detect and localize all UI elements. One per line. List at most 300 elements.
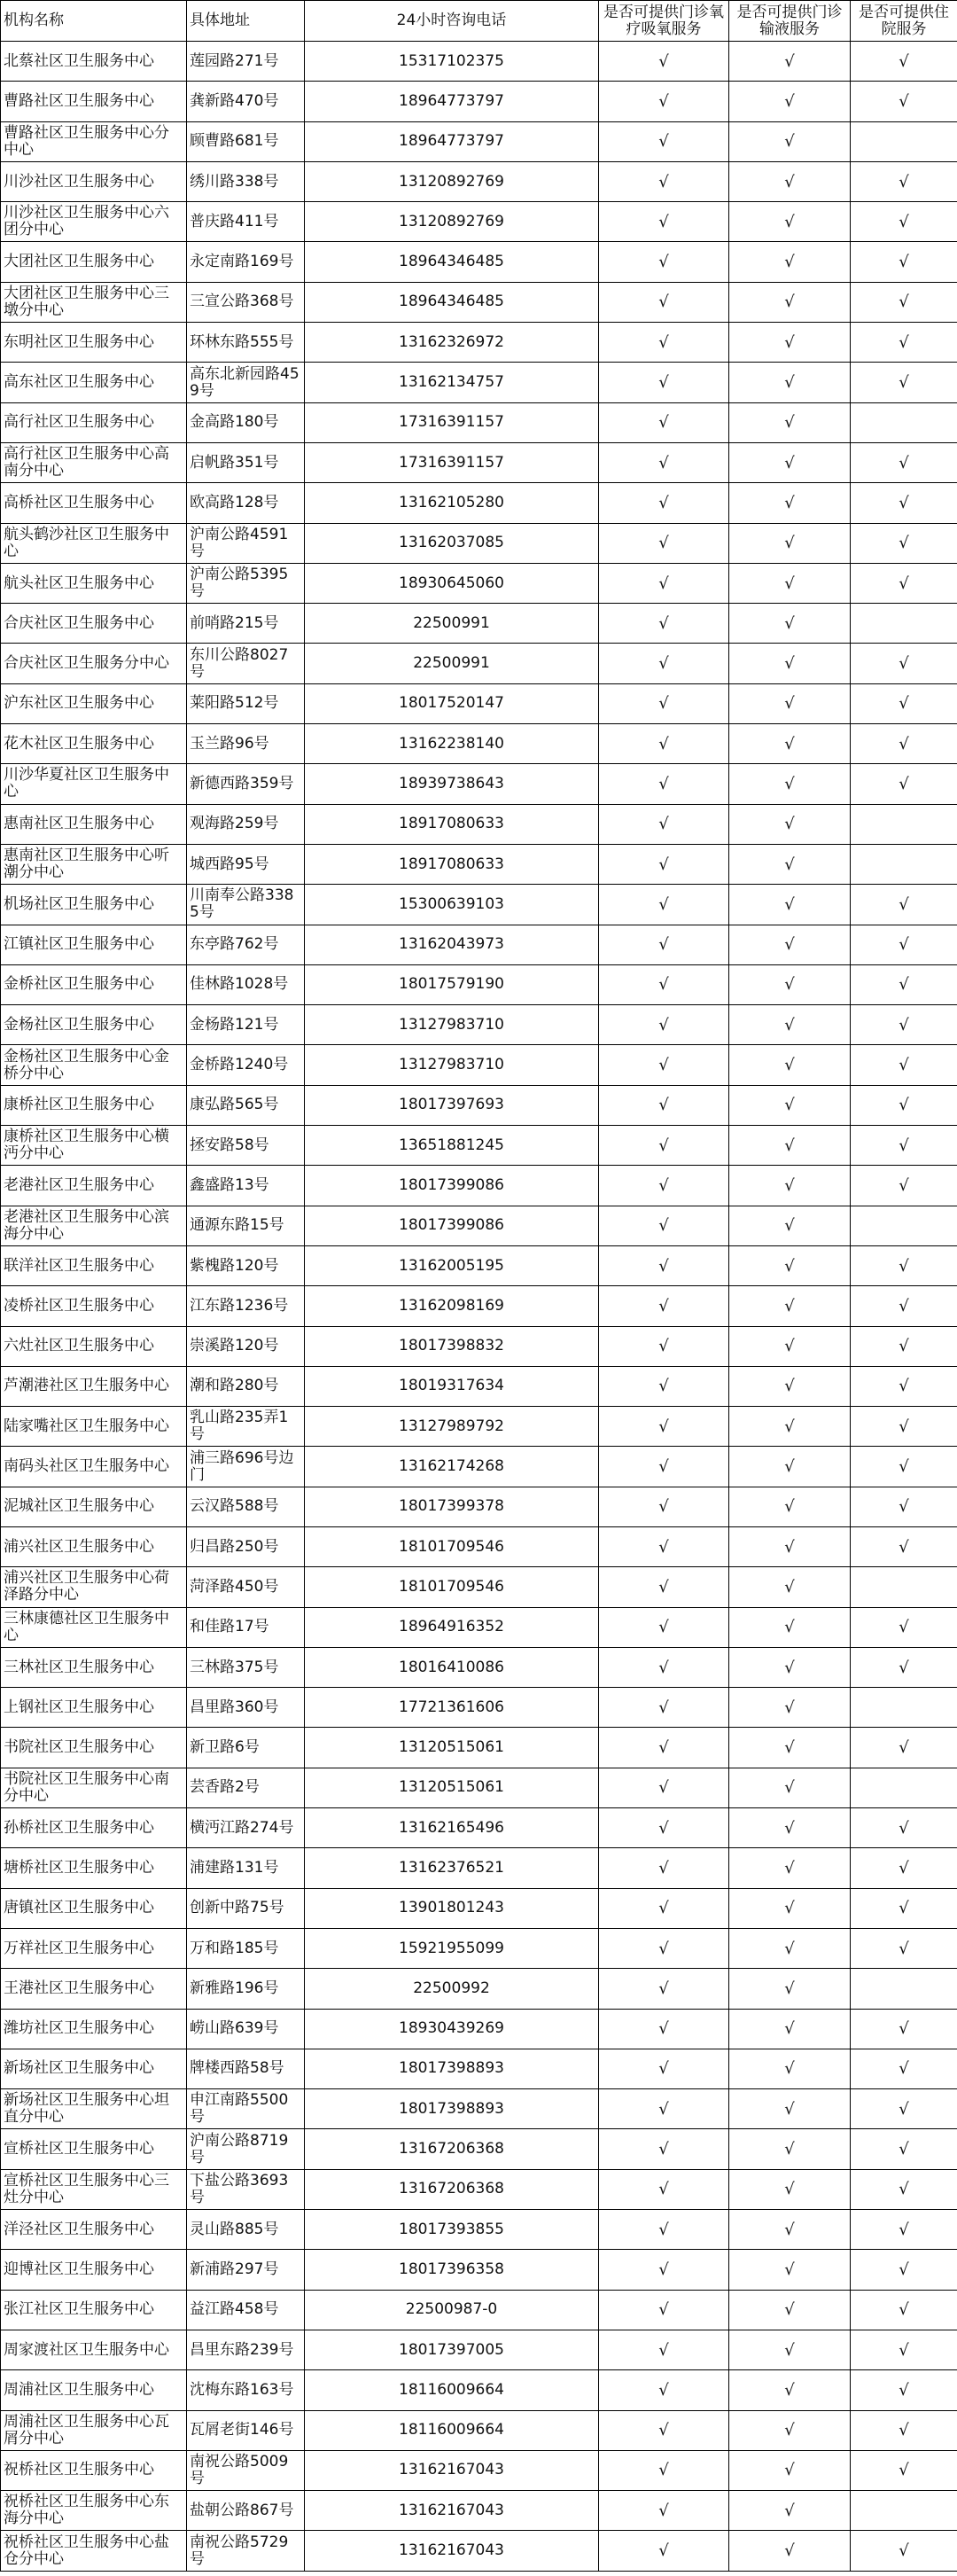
cell-infusion: √	[729, 2370, 851, 2410]
cell-phone: 18017399086	[305, 1206, 599, 1245]
cell-oxygen: √	[599, 363, 729, 402]
cell-phone: 18917080633	[305, 804, 599, 844]
table-row	[1, 1126, 957, 1166]
cell-infusion: √	[729, 925, 851, 964]
cell-phone: 18101709546	[305, 1567, 599, 1607]
table-row	[1, 202, 957, 242]
table-row	[1, 1768, 957, 1807]
cell-address: 新卫路6号	[187, 1728, 305, 1768]
cell-phone: 18017398893	[305, 2089, 599, 2129]
cell-infusion: √	[729, 242, 851, 282]
cell-inpatient	[851, 2491, 957, 2531]
cell-name: 航头社区卫生服务中心	[1, 563, 187, 603]
cell-name: 惠南社区卫生服务中心听潮分中心	[1, 844, 187, 884]
cell-infusion: √	[729, 885, 851, 925]
table-row	[1, 683, 957, 723]
cell-phone: 13162005195	[305, 1245, 599, 1285]
cell-phone: 13120892769	[305, 202, 599, 242]
cell-inpatient: √	[851, 1045, 957, 1085]
table-row	[1, 42, 957, 82]
cell-phone: 13901801243	[305, 1888, 599, 1928]
cell-name: 迎博社区卫生服务中心	[1, 2250, 187, 2290]
cell-oxygen: √	[599, 644, 729, 683]
cell-name: 大团社区卫生服务中心三墩分中心	[1, 282, 187, 322]
cell-infusion: √	[729, 442, 851, 482]
cell-oxygen: √	[599, 2009, 729, 2049]
cell-infusion: √	[729, 2169, 851, 2209]
table-row	[1, 1688, 957, 1728]
cell-phone: 22500991	[305, 604, 599, 644]
cell-oxygen: √	[599, 1206, 729, 1245]
cell-infusion: √	[729, 563, 851, 603]
cell-infusion: √	[729, 1487, 851, 1526]
table-row	[1, 323, 957, 363]
cell-name: 老港社区卫生服务中心滨海分中心	[1, 1206, 187, 1245]
cell-oxygen: √	[599, 402, 729, 442]
cell-inpatient: √	[851, 1928, 957, 1968]
cell-inpatient: √	[851, 1808, 957, 1848]
cell-address: 东川公路8027号	[187, 644, 305, 683]
cell-address: 昌里东路239号	[187, 2330, 305, 2369]
cell-address: 永定南路169号	[187, 242, 305, 282]
cell-name: 高桥社区卫生服务中心	[1, 483, 187, 523]
cell-phone: 18017579190	[305, 964, 599, 1004]
cell-address: 崂山路639号	[187, 2009, 305, 2049]
cell-oxygen: √	[599, 1245, 729, 1285]
cell-inpatient: √	[851, 1085, 957, 1125]
cell-oxygen: √	[599, 1647, 729, 1687]
table-row	[1, 242, 957, 282]
table-row	[1, 885, 957, 925]
cell-oxygen: √	[599, 282, 729, 322]
cell-name: 合庆社区卫生服务中心	[1, 604, 187, 644]
cell-address: 金杨路121号	[187, 1005, 305, 1045]
table-row	[1, 442, 957, 482]
cell-phone: 18016410086	[305, 1647, 599, 1687]
cell-inpatient: √	[851, 1407, 957, 1447]
cell-phone: 18964773797	[305, 82, 599, 121]
cell-infusion: √	[729, 2129, 851, 2169]
cell-phone: 13162167043	[305, 2450, 599, 2490]
table-row	[1, 1206, 957, 1245]
cell-address: 沪南公路5395号	[187, 563, 305, 603]
cell-address: 崇溪路120号	[187, 1326, 305, 1366]
cell-name: 航头鹤沙社区卫生服务中心	[1, 523, 187, 563]
cell-address: 牌楼西路58号	[187, 2049, 305, 2088]
cell-infusion: √	[729, 402, 851, 442]
cell-address: 启帆路351号	[187, 442, 305, 482]
cell-address: 浦三路696号边门	[187, 1447, 305, 1487]
cell-oxygen: √	[599, 1928, 729, 1968]
cell-phone: 13162098169	[305, 1286, 599, 1326]
cell-name: 孙桥社区卫生服务中心	[1, 1808, 187, 1848]
cell-name: 上钢社区卫生服务中心	[1, 1688, 187, 1728]
cell-name: 东明社区卫生服务中心	[1, 323, 187, 363]
cell-inpatient: √	[851, 1005, 957, 1045]
cell-inpatient	[851, 121, 957, 161]
cell-infusion: √	[729, 2210, 851, 2250]
cell-address: 莲园路271号	[187, 42, 305, 82]
cell-phone: 18930439269	[305, 2009, 599, 2049]
table-row	[1, 964, 957, 1004]
cell-infusion: √	[729, 644, 851, 683]
cell-address: 前哨路215号	[187, 604, 305, 644]
cell-inpatient: √	[851, 2049, 957, 2088]
cell-phone: 18017399086	[305, 1166, 599, 1206]
table-row	[1, 2290, 957, 2330]
cell-inpatient: √	[851, 2370, 957, 2410]
cell-phone: 13162165496	[305, 1808, 599, 1848]
cell-oxygen: √	[599, 764, 729, 804]
cell-address: 瓦屑老街146号	[187, 2410, 305, 2450]
cell-address: 龚新路470号	[187, 82, 305, 121]
cell-infusion: √	[729, 1206, 851, 1245]
cell-oxygen: √	[599, 1888, 729, 1928]
cell-oxygen: √	[599, 1728, 729, 1768]
cell-oxygen: √	[599, 844, 729, 884]
cell-address: 下盐公路3693号	[187, 2169, 305, 2209]
cell-oxygen: √	[599, 1487, 729, 1526]
cell-inpatient	[851, 1969, 957, 2009]
cell-infusion: √	[729, 202, 851, 242]
cell-phone: 13167206368	[305, 2129, 599, 2169]
cell-inpatient: √	[851, 1848, 957, 1888]
cell-phone: 15317102375	[305, 42, 599, 82]
cell-name: 金桥社区卫生服务中心	[1, 964, 187, 1004]
table-row	[1, 1808, 957, 1848]
cell-name: 宣桥社区卫生服务中心三灶分中心	[1, 2169, 187, 2209]
cell-address: 金高路180号	[187, 402, 305, 442]
cell-name: 惠南社区卫生服务中心	[1, 804, 187, 844]
cell-address: 东亭路762号	[187, 925, 305, 964]
table-row	[1, 563, 957, 603]
table-row	[1, 1407, 957, 1447]
cell-infusion: √	[729, 1526, 851, 1566]
cell-infusion: √	[729, 282, 851, 322]
cell-oxygen: √	[599, 42, 729, 82]
cell-inpatient: √	[851, 82, 957, 121]
table-row	[1, 2009, 957, 2049]
cell-phone: 13162174268	[305, 1447, 599, 1487]
cell-inpatient: √	[851, 1888, 957, 1928]
cell-oxygen: √	[599, 1607, 729, 1647]
cell-infusion: √	[729, 2089, 851, 2129]
cell-inpatient: √	[851, 1166, 957, 1206]
cell-infusion: √	[729, 523, 851, 563]
cell-oxygen: √	[599, 804, 729, 844]
cell-address: 江东路1236号	[187, 1286, 305, 1326]
cell-oxygen: √	[599, 483, 729, 523]
cell-phone: 18116009664	[305, 2370, 599, 2410]
table-row	[1, 121, 957, 161]
cell-name: 凌桥社区卫生服务中心	[1, 1286, 187, 1326]
cell-phone: 13162167043	[305, 2491, 599, 2531]
cell-phone: 13162238140	[305, 724, 599, 764]
table-row	[1, 1366, 957, 1406]
table-row	[1, 523, 957, 563]
cell-infusion: √	[729, 1245, 851, 1285]
cell-inpatient: √	[851, 282, 957, 322]
cell-oxygen: √	[599, 161, 729, 201]
cell-name: 新场社区卫生服务中心	[1, 2049, 187, 2088]
cell-phone: 18019317634	[305, 1366, 599, 1406]
table-row	[1, 1245, 957, 1285]
cell-oxygen: √	[599, 1526, 729, 1566]
cell-oxygen: √	[599, 1407, 729, 1447]
table-row	[1, 82, 957, 121]
cell-inpatient: √	[851, 1728, 957, 1768]
cell-phone: 13162326972	[305, 323, 599, 363]
cell-inpatient: √	[851, 161, 957, 201]
cell-inpatient	[851, 804, 957, 844]
cell-infusion: √	[729, 604, 851, 644]
cell-address: 玉兰路96号	[187, 724, 305, 764]
cell-oxygen: √	[599, 1848, 729, 1888]
table-row	[1, 1848, 957, 1888]
cell-name: 潍坊社区卫生服务中心	[1, 2009, 187, 2049]
cell-infusion: √	[729, 844, 851, 884]
cell-oxygen: √	[599, 964, 729, 1004]
cell-phone: 18017520147	[305, 683, 599, 723]
cell-phone: 18017396358	[305, 2250, 599, 2290]
cell-name: 祝桥社区卫生服务中心东海分中心	[1, 2491, 187, 2531]
cell-name: 康桥社区卫生服务中心横沔分中心	[1, 1126, 187, 1166]
cell-infusion: √	[729, 764, 851, 804]
cell-oxygen: √	[599, 2049, 729, 2088]
cell-name: 陆家嘴社区卫生服务中心	[1, 1407, 187, 1447]
table-row	[1, 2089, 957, 2129]
cell-oxygen: √	[599, 2370, 729, 2410]
cell-infusion: √	[729, 1848, 851, 1888]
cell-oxygen: √	[599, 202, 729, 242]
cell-inpatient: √	[851, 242, 957, 282]
cell-phone: 22500987-0	[305, 2290, 599, 2330]
cell-name: 康桥社区卫生服务中心	[1, 1085, 187, 1125]
cell-name: 三林康德社区卫生服务中心	[1, 1607, 187, 1647]
cell-inpatient: √	[851, 644, 957, 683]
cell-inpatient: √	[851, 2531, 957, 2571]
cell-address: 菏泽路450号	[187, 1567, 305, 1607]
cell-phone: 18964346485	[305, 242, 599, 282]
cell-inpatient: √	[851, 1526, 957, 1566]
cell-infusion: √	[729, 1326, 851, 1366]
cell-phone: 18964346485	[305, 282, 599, 322]
cell-name: 新场社区卫生服务中心坦直分中心	[1, 2089, 187, 2129]
cell-address: 欧高路128号	[187, 483, 305, 523]
cell-infusion: √	[729, 804, 851, 844]
cell-infusion: √	[729, 1688, 851, 1728]
cell-infusion: √	[729, 1407, 851, 1447]
cell-infusion: √	[729, 1567, 851, 1607]
cell-oxygen: √	[599, 2089, 729, 2129]
cell-name: 六灶社区卫生服务中心	[1, 1326, 187, 1366]
cell-oxygen: √	[599, 1005, 729, 1045]
cell-oxygen: √	[599, 2250, 729, 2290]
cell-address: 盐朝公路867号	[187, 2491, 305, 2531]
cell-oxygen: √	[599, 1166, 729, 1206]
cell-address: 万和路185号	[187, 1928, 305, 1968]
table-row	[1, 2531, 957, 2571]
cell-inpatient	[851, 604, 957, 644]
cell-phone: 17316391157	[305, 402, 599, 442]
cell-inpatient: √	[851, 202, 957, 242]
cell-phone: 18101709546	[305, 1526, 599, 1566]
header-address: 具体地址	[187, 1, 305, 42]
cell-oxygen: √	[599, 2450, 729, 2490]
cell-phone: 13162037085	[305, 523, 599, 563]
cell-phone: 13162105280	[305, 483, 599, 523]
cell-address: 观海路259号	[187, 804, 305, 844]
cell-inpatient: √	[851, 563, 957, 603]
cell-name: 金杨社区卫生服务中心金桥分中心	[1, 1045, 187, 1085]
cell-name: 大团社区卫生服务中心	[1, 242, 187, 282]
cell-infusion: √	[729, 42, 851, 82]
cell-infusion: √	[729, 2009, 851, 2049]
cell-phone: 18017398832	[305, 1326, 599, 1366]
table-row	[1, 2210, 957, 2250]
cell-address: 佳林路1028号	[187, 964, 305, 1004]
cell-inpatient: √	[851, 1487, 957, 1526]
cell-inpatient: √	[851, 2009, 957, 2049]
table-row	[1, 1728, 957, 1768]
cell-name: 祝桥社区卫生服务中心盐仓分中心	[1, 2531, 187, 2571]
cell-infusion: √	[729, 2450, 851, 2490]
cell-infusion: √	[729, 1005, 851, 1045]
header-phone: 24小时咨询电话	[305, 1, 599, 42]
table-row	[1, 1326, 957, 1366]
table-row	[1, 2410, 957, 2450]
cell-inpatient: √	[851, 885, 957, 925]
cell-inpatient: √	[851, 683, 957, 723]
cell-inpatient: √	[851, 724, 957, 764]
cell-oxygen: √	[599, 885, 729, 925]
cell-name: 宣桥社区卫生服务中心	[1, 2129, 187, 2169]
table-row	[1, 764, 957, 804]
cell-oxygen: √	[599, 2129, 729, 2169]
cell-inpatient	[851, 1206, 957, 1245]
cell-infusion: √	[729, 683, 851, 723]
cell-infusion: √	[729, 2290, 851, 2330]
cell-phone: 18017397005	[305, 2330, 599, 2369]
cell-infusion: √	[729, 2491, 851, 2531]
cell-phone: 13167206368	[305, 2169, 599, 2209]
header-oxygen: 是否可提供门诊氧疗吸氧服务	[599, 1, 729, 42]
table-row	[1, 1166, 957, 1206]
cell-name: 万祥社区卫生服务中心	[1, 1928, 187, 1968]
cell-address: 顾曹路681号	[187, 121, 305, 161]
cell-oxygen: √	[599, 2169, 729, 2209]
cell-oxygen: √	[599, 2531, 729, 2571]
cell-inpatient	[851, 1567, 957, 1607]
cell-oxygen: √	[599, 1286, 729, 1326]
cell-name: 芦潮港社区卫生服务中心	[1, 1366, 187, 1406]
cell-phone: 18964773797	[305, 121, 599, 161]
cell-oxygen: √	[599, 1808, 729, 1848]
cell-name: 洋泾社区卫生服务中心	[1, 2210, 187, 2250]
table-row	[1, 2370, 957, 2410]
table-row	[1, 1526, 957, 1566]
cell-infusion: √	[729, 2049, 851, 2088]
cell-address: 三林路375号	[187, 1647, 305, 1687]
cell-name: 浦兴社区卫生服务中心荷泽路分中心	[1, 1567, 187, 1607]
cell-inpatient: √	[851, 2250, 957, 2290]
cell-address: 南祝公路5729号	[187, 2531, 305, 2571]
cell-oxygen: √	[599, 1447, 729, 1487]
cell-inpatient: √	[851, 323, 957, 363]
cell-inpatient	[851, 844, 957, 884]
table-body	[1, 42, 957, 2572]
cell-address: 沪南公路8719号	[187, 2129, 305, 2169]
cell-name: 张江社区卫生服务中心	[1, 2290, 187, 2330]
cell-address: 康弘路565号	[187, 1085, 305, 1125]
cell-inpatient: √	[851, 523, 957, 563]
cell-infusion: √	[729, 1085, 851, 1125]
cell-inpatient: √	[851, 764, 957, 804]
cell-infusion: √	[729, 1808, 851, 1848]
cell-inpatient: √	[851, 1286, 957, 1326]
cell-name: 川沙华夏社区卫生服务中心	[1, 764, 187, 804]
cell-oxygen: √	[599, 1126, 729, 1166]
cell-name: 北蔡社区卫生服务中心	[1, 42, 187, 82]
cell-name: 周浦社区卫生服务中心瓦屑分中心	[1, 2410, 187, 2450]
cell-infusion: √	[729, 1286, 851, 1326]
header-infusion: 是否可提供门诊输液服务	[729, 1, 851, 42]
cell-infusion: √	[729, 2410, 851, 2450]
cell-name: 浦兴社区卫生服务中心	[1, 1526, 187, 1566]
cell-oxygen: √	[599, 1045, 729, 1085]
header-row	[1, 1, 957, 42]
cell-infusion: √	[729, 323, 851, 363]
cell-address: 云汉路588号	[187, 1487, 305, 1526]
cell-inpatient: √	[851, 2450, 957, 2490]
table-row	[1, 1928, 957, 1968]
table-row	[1, 1045, 957, 1085]
cell-phone: 13162376521	[305, 1848, 599, 1888]
cell-inpatient: √	[851, 2210, 957, 2250]
cell-oxygen: √	[599, 1326, 729, 1366]
cell-inpatient: √	[851, 42, 957, 82]
cell-phone: 15300639103	[305, 885, 599, 925]
table-row	[1, 1567, 957, 1607]
cell-phone: 18917080633	[305, 844, 599, 884]
cell-name: 高行社区卫生服务中心	[1, 402, 187, 442]
cell-address: 益江路458号	[187, 2290, 305, 2330]
cell-inpatient	[851, 1768, 957, 1807]
cell-oxygen: √	[599, 2491, 729, 2531]
cell-name: 书院社区卫生服务中心南分中心	[1, 1768, 187, 1807]
cell-inpatient: √	[851, 483, 957, 523]
cell-address: 普庆路411号	[187, 202, 305, 242]
cell-phone: 15921955099	[305, 1928, 599, 1968]
cell-oxygen: √	[599, 523, 729, 563]
cell-oxygen: √	[599, 442, 729, 482]
cell-address: 绣川路338号	[187, 161, 305, 201]
cell-infusion: √	[729, 964, 851, 1004]
cell-name: 塘桥社区卫生服务中心	[1, 1848, 187, 1888]
cell-inpatient: √	[851, 1126, 957, 1166]
cell-inpatient	[851, 1688, 957, 1728]
cell-inpatient: √	[851, 1245, 957, 1285]
table-row	[1, 844, 957, 884]
cell-oxygen: √	[599, 242, 729, 282]
cell-address: 新雅路196号	[187, 1969, 305, 2009]
cell-name: 沪东社区卫生服务中心	[1, 683, 187, 723]
cell-address: 申江南路5500号	[187, 2089, 305, 2129]
cell-name: 曹路社区卫生服务中心分中心	[1, 121, 187, 161]
cell-name: 书院社区卫生服务中心	[1, 1728, 187, 1768]
cell-inpatient: √	[851, 2169, 957, 2209]
cell-oxygen: √	[599, 2210, 729, 2250]
